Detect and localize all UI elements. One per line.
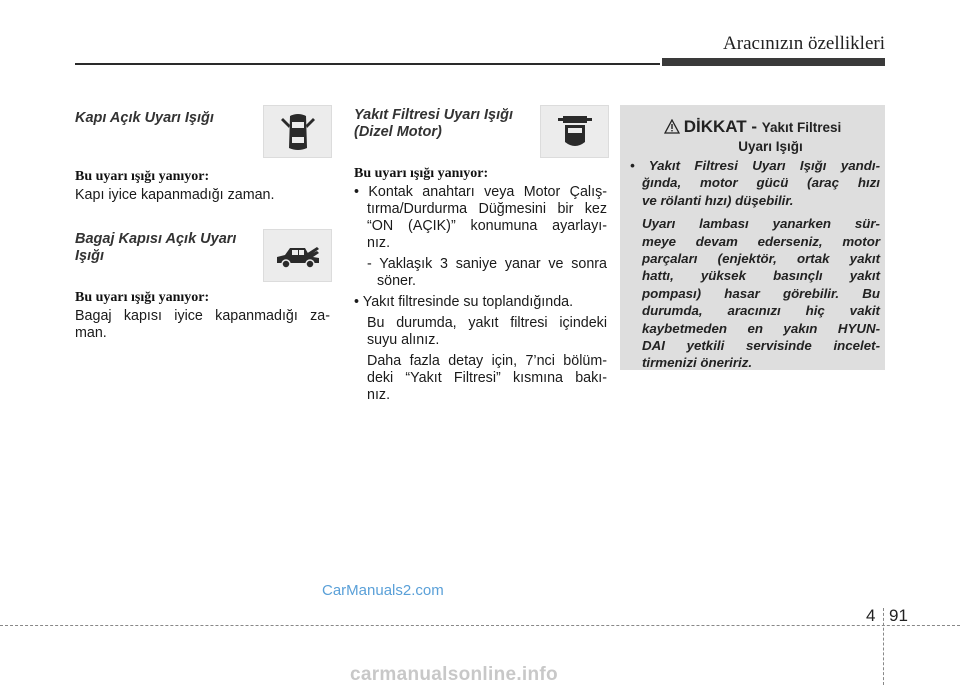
trunk-warning-title-1: Bagaj Kapısı Açık Uyarı [75,231,237,247]
caution-p1-line2: ğında, motor gücü (araç hızı [642,175,880,191]
caution-p2-line3: parçaları (enjektör, ortak yakıt [642,251,880,267]
caution-p2-line2: meye devam ederseniz, motor [642,233,880,249]
fuel-filter-title-2: (Dizel Motor) [354,124,442,140]
fuel-bullet1-line2: tırma/Durdurma Düğmesini bir kez [367,201,607,217]
watermark-link[interactable]: CarManuals2.com [322,582,444,599]
door-subtitle: Bu uyarı ışığı yanıyor: [75,169,210,184]
page-header-title: Aracınızın özellikleri [723,33,885,54]
header-bar [662,58,885,66]
caution-p1-line3: ve rölanti hızı) düşebilir. [642,192,794,208]
fuel-para1-line1: Bu durumda, yakıt filtresi içindeki [367,315,607,331]
fuel-dash-line2: söner. [377,273,416,289]
fuel-filter-title-1: Yakıt Filtresi Uyarı Işığı [354,107,514,123]
trunk-warning-title-2: Işığı [75,248,105,264]
caution-box [620,105,885,370]
fuel-filter-icon [540,105,609,158]
fuel-para2-line1: Daha fazla detay için, 7’nci bölüm- [367,353,607,369]
caution-body [630,157,880,378]
door-warning-title: Kapı Açık Uyarı Işığı [75,110,214,126]
caution-p2-line9: tirmenizi öneririz. [642,355,753,371]
fuel-dash-line1: - Yaklaşık 3 saniye yanar ve sonra [367,256,607,272]
caution-p2-line6: durumda, aracınızı hiç vakit [642,303,880,319]
caution-p2-line5: pompası) hasar görebilir. Bu [642,285,880,301]
fuel-subtitle: Bu uyarı ışığı yanıyor: [354,166,489,181]
footer-divider [0,625,960,626]
caution-p2-line7: kaybetmeden en yakın HYUN- [642,320,880,336]
fuel-bullet2: • Yakıt filtresinde su toplandığında. [354,294,574,310]
door-open-icon [263,105,332,158]
caution-title-line2: Uyarı Işığı [738,139,803,154]
caution-p2-line1: Uyarı lambası yanarken sür- [642,216,880,232]
trunk-text-1: Bagaj kapısı iyice kapanmadığı za- [75,308,330,324]
caution-header [620,117,885,154]
caution-title-big: DİKKAT - [683,117,762,136]
caution-p2-line4: hattı, yüksek basınçlı yakıt [642,268,880,284]
trunk-open-icon [263,229,332,282]
header-rule [75,63,660,65]
trunk-subtitle: Bu uyarı ışığı yanıyor: [75,290,210,305]
footer-vertical-divider [883,608,884,685]
caution-p2-line8: DAI yetkili servisinde incelet- [642,338,880,354]
trunk-text-2: man. [75,325,107,341]
watermark-bottom: carmanualsonline.info [350,664,558,685]
chapter-number: 4 [866,606,876,625]
door-text: Kapı iyice kapanmadığı zaman. [75,187,275,203]
fuel-para2-line3: nız. [367,387,391,403]
caution-title-small: Yakıt Filtresi [761,120,842,135]
caution-p1-line1: • Yakıt Filtresi Uyarı Işığı yandı- [630,158,880,173]
page-number: 91 [889,606,908,625]
fuel-bullet1-line3: “ON (AÇIK)” konumuna ayarlayı- [367,218,607,234]
fuel-para1-line2: suyu alınız. [367,332,440,348]
fuel-para2-line2: deki “Yakıt Filtresi” kısmına bakı- [367,370,607,386]
fuel-bullet1-line4: nız. [367,235,391,251]
warning-triangle-icon [664,119,680,139]
fuel-bullet1-line1: • Kontak anahtarı veya Motor Çalış- [354,184,607,200]
